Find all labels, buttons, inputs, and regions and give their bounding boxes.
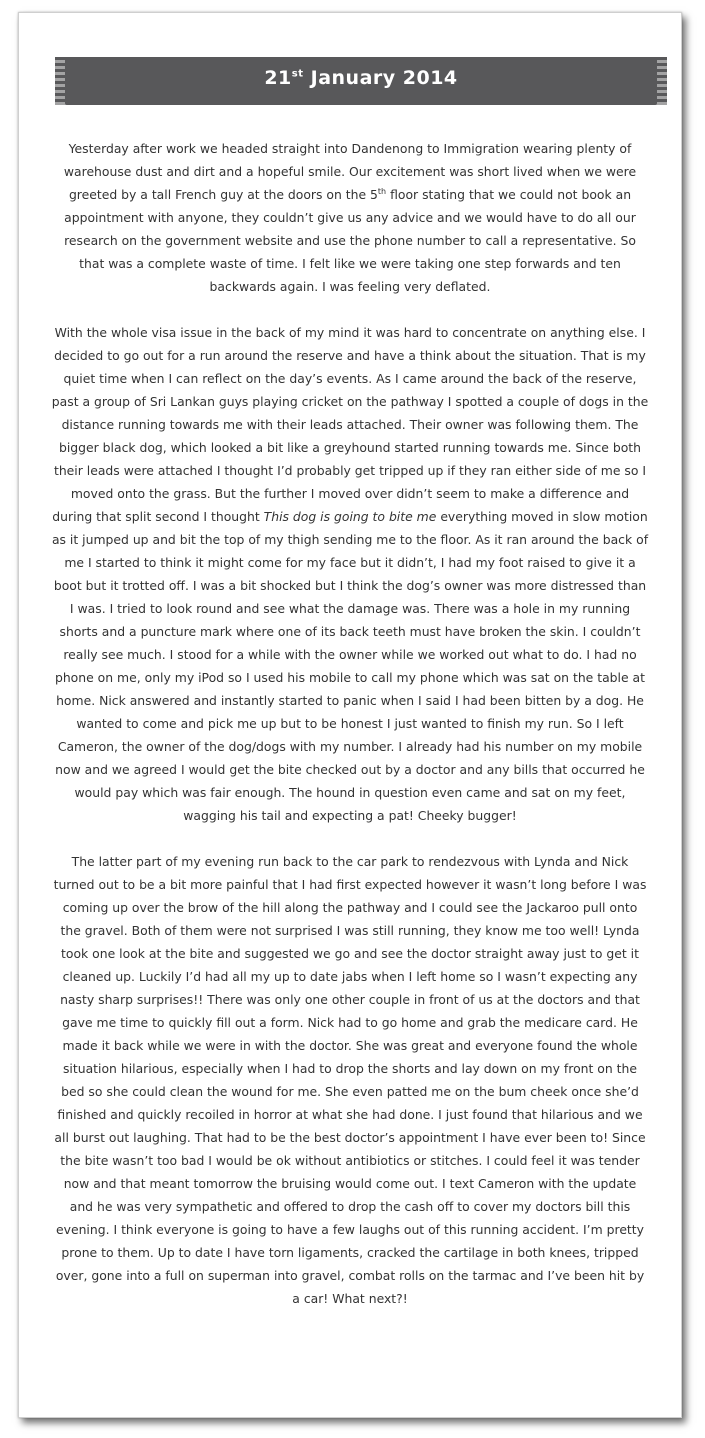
paragraph-3: [51, 850, 649, 1310]
journal-page: [18, 12, 682, 1418]
paragraph-2-text-b: everything moved in slow motion as it jumped up and bit the top of my thigh sending me to the floor. As it ran around the back of me I started to think it might come for my face but it didn’t, I had my foot raised to give it a boot but it trotted off. I was a bit shocked but I think the dog’s owner was more distressed than I was. I tried to look round and see what the damage was. There was a hole in my running shorts and a puncture mark where one of its back teeth must have broken the skin. I couldn’t really see much. I stood for a while with the owner while we worked out what to do. I had no phone on me, only my iPod so I used his mobile to call my phone which was sat on the table at home. Nick answered and instantly started to panic when I said I had been bitten by a dog. He wanted to come and pick me up but to be honest I just wanted to finish my run. So I left Cameron, the owner of the dog/dogs with my number. I already had his number on my mobile now and we agreed I would get the bite checked out by a doctor and any bills that occurred he would pay which was fair enough. The hound in question even came and sat on my feet, wagging his tail and expecting a pat! Cheeky bugger!: [51, 509, 649, 823]
date-day: 21: [264, 67, 292, 89]
date-banner: [65, 57, 657, 105]
date-month-year: January 2014: [303, 67, 458, 89]
paragraph-1-superscript: th: [377, 186, 387, 196]
paragraph-1: [51, 137, 649, 298]
paragraph-3-text: The latter part of my evening run back to the car park to rendezvous with Lynda and Nick turned out to be a bit more painful that I had first expected however it wasn’t long before I was coming up over the brow of the hill along the pathway and I could see the Jackaroo pull onto the gravel. Both of them were not surprised I was still running, they know me too well! Lynda took one look at the bite and suggested we go and see the doctor straight away just to get it cleaned up. Luckily I’d had all my up to date jabs when I left home so I wasn’t expecting any nasty sharp surprises!! There was only one other couple in front of us at the doctors and that gave me time to quickly fill out a form. Nick had to go home and grab the medicare card. He made it back while we were in with the doctor. She was great and everyone found the whole situation hilarious, especially when I had to drop the shorts and lay down on my front on the bed so she could clean the wound for me. She even patted me on the bum cheek once she’d finished and quickly recoiled in horror at what she had done. I just found that hilarious and we all burst out laughing. That had to be the best doctor’s appointment I have ever been to! Since the bite wasn’t too bad I would be ok without antibiotics or stitches. I could feel it was tender now and that meant tomorrow the bruising would come out. I text Cameron with the update and he was very sympathetic and offered to drop the cash off to cover my doctors bill this evening. I think everyone is going to have a few laughs out of this running accident. I’m pretty prone to them. Up to date I have torn ligaments, cracked the cartilage in both knees, tripped over, gone into a full on superman into gravel, combat rolls on the tarmac and I’ve been hit by a car! What next?!: [53, 854, 647, 1306]
journal-entry: [51, 137, 649, 1333]
paragraph-2-italic-thought: This dog is going to bite me: [263, 509, 437, 524]
page-title: [65, 67, 657, 89]
paragraph-1-text-a: Yesterday after work we headed straight into Dandenong to Immigration wearing plenty of warehouse dust and dirt and a hopeful smile. Our excitement was short lived when we were greeted by a tall French guy at the doors on the 5: [63, 141, 637, 202]
paragraph-1-text-b: floor stating that we could not book an appointment with anyone, they couldn’t give us any advice and we would have to do all our research on the government website and use the phone number to call a representative. So that was a complete waste of time. I felt like we were taking one step forwards and ten backwards again. I was feeling very deflated.: [64, 187, 636, 294]
date-suffix: st: [291, 68, 304, 80]
paragraph-2: [51, 321, 649, 827]
paragraph-2-text-a: With the whole visa issue in the back of my mind it was hard to concentrate on anything else. I decided to go out for a run around the reserve and have a think about the situation. That is my quiet time when I can reflect on the day’s events. As I came around the back of the reserve, past a group of Sri Lankan guys playing cricket on the pathway I spotted a couple of dogs in the distance running towards me with their leads attached. Their owner was following them. The bigger black dog, which looked a bit like a greyhound started running towards me. Since both their leads were attached I thought I’d probably get tripped up if they ran either side of me so I moved onto the grass. But the further I moved over didn’t seem to make a difference and during that split second I thought: [51, 325, 649, 524]
